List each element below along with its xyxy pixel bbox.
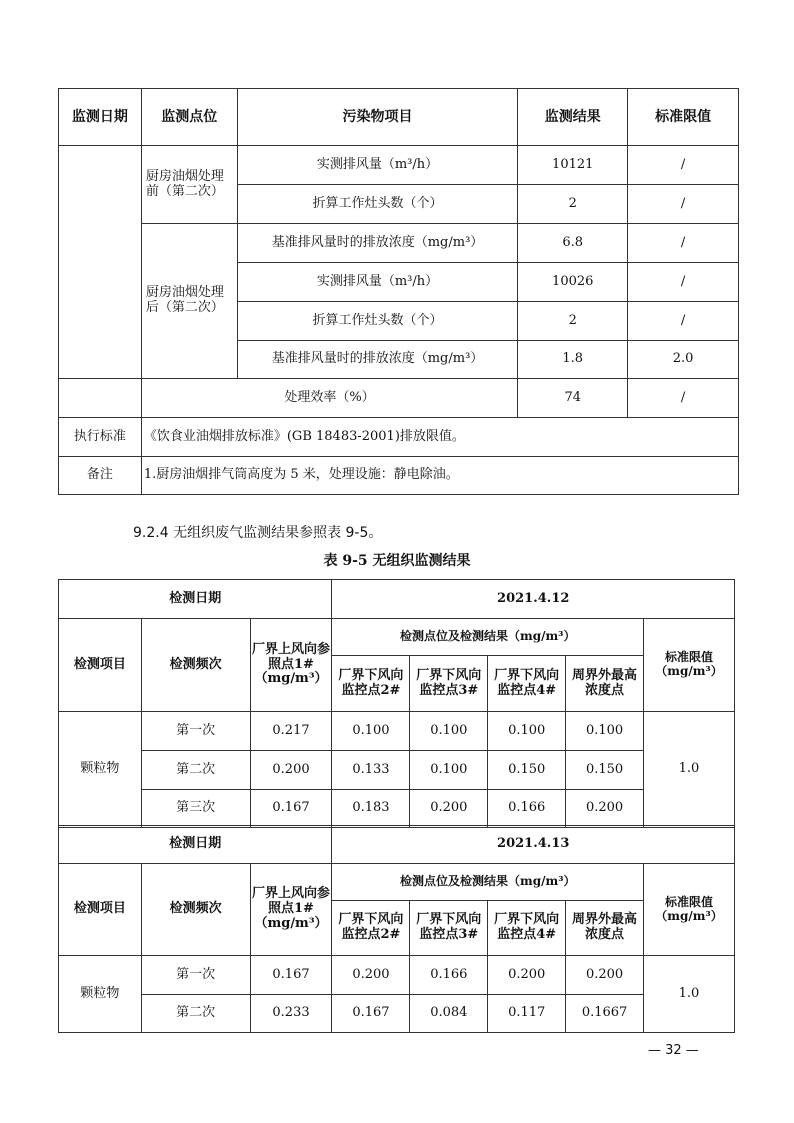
- standard-label: 执行标准: [59, 418, 142, 457]
- limit-cell: /: [628, 302, 739, 341]
- note-label: 备注: [59, 457, 142, 495]
- value-cell: 0.100: [410, 712, 488, 751]
- result-cell: 6.8: [518, 224, 628, 263]
- date-label: 检测日期: [59, 580, 332, 619]
- value-cell: 0.150: [488, 751, 566, 790]
- result-cell: 2: [518, 185, 628, 224]
- header-result: 监测结果: [518, 89, 628, 146]
- location-after: 厨房油烟处理后（第二次）: [141, 224, 237, 379]
- limit-cell: /: [628, 146, 739, 185]
- ref-point-label: 厂界上风向参照点1#（mg/m³）: [250, 864, 332, 956]
- header-limit: 标准限值: [628, 89, 739, 146]
- header-item: 污染物项目: [237, 89, 518, 146]
- ref-point-label: 厂界上风向参照点1#（mg/m³）: [250, 619, 332, 712]
- limit-cell: 2.0: [628, 341, 739, 379]
- point-header: 厂界下风向监控点2#: [332, 901, 410, 956]
- point-header: 厂界下风向监控点3#: [410, 901, 488, 956]
- value-cell: 0.167: [250, 790, 332, 828]
- value-cell: 0.200: [488, 956, 566, 995]
- freq-cell: 第一次: [141, 956, 250, 995]
- value-cell: 0.100: [410, 751, 488, 790]
- value-cell: 0.233: [250, 995, 332, 1033]
- points-label: 检测点位及检测结果（mg/m³）: [332, 864, 644, 901]
- date-cell: [59, 146, 142, 379]
- point-header: 厂界下风向监控点3#: [410, 656, 488, 712]
- limit-cell: /: [628, 224, 739, 263]
- pollutant-cell: 颗粒物: [59, 956, 142, 1033]
- item-cell: 折算工作灶头数（个）: [237, 185, 518, 224]
- item-label: 检测项目: [59, 864, 142, 956]
- value-cell: 0.166: [410, 956, 488, 995]
- date-cell-continued: [59, 379, 142, 418]
- freq-cell: 第一次: [141, 712, 250, 751]
- standard-text: 《饮食业油烟排放标准》(GB 18483-2001)排放限值。: [141, 418, 738, 457]
- location-before: 厨房油烟处理前（第二次）: [141, 146, 237, 224]
- value-cell: 0.117: [488, 995, 566, 1033]
- efficiency-label: 处理效率（%）: [141, 379, 517, 418]
- freq-cell: 第二次: [141, 751, 250, 790]
- freq-label: 检测频次: [141, 619, 250, 712]
- result-cell: 10121: [518, 146, 628, 185]
- point-header: 厂界下风向监控点4#: [488, 656, 566, 712]
- result-cell: 1.8: [518, 341, 628, 379]
- efficiency-limit: /: [628, 379, 739, 418]
- item-cell: 基准排风量时的排放浓度（mg/m³）: [237, 341, 518, 379]
- value-cell: 0.200: [410, 790, 488, 828]
- date-value: 2021.4.12: [332, 580, 735, 619]
- point-header: 厂界下风向监控点2#: [332, 656, 410, 712]
- freq-cell: 第二次: [141, 995, 250, 1033]
- date-label: 检测日期: [59, 826, 332, 864]
- limit-cell: 1.0: [643, 712, 734, 828]
- value-cell: 0.133: [332, 751, 410, 790]
- section-text: 9.2.4 无组织废气监测结果参照表 9-5。: [133, 525, 383, 541]
- point-header: 厂界下风向监控点4#: [488, 901, 566, 956]
- value-cell: 0.100: [488, 712, 566, 751]
- point-header: 周界外最高浓度点: [566, 901, 644, 956]
- limit-cell: /: [628, 185, 739, 224]
- page-number: — 32 —: [648, 1043, 699, 1058]
- result-cell: 10026: [518, 263, 628, 302]
- fugitive-table-block-2: [58, 825, 735, 1033]
- point-header: 周界外最高浓度点: [566, 656, 644, 712]
- header-date: 监测日期: [59, 89, 142, 146]
- value-cell: 0.084: [410, 995, 488, 1033]
- value-cell: 0.167: [250, 956, 332, 995]
- value-cell: 0.200: [566, 790, 644, 828]
- efficiency-result: 74: [518, 379, 628, 418]
- pollutant-cell: 颗粒物: [59, 712, 142, 828]
- item-cell: 折算工作灶头数（个）: [237, 302, 518, 341]
- value-cell: 0.200: [332, 956, 410, 995]
- kitchen-fume-table: [58, 88, 739, 495]
- points-label: 检测点位及检测结果（mg/m³）: [332, 619, 644, 656]
- item-cell: 实测排风量（m³/h）: [237, 146, 518, 185]
- limit-cell: /: [628, 263, 739, 302]
- item-cell: 基准排风量时的排放浓度（mg/m³）: [237, 224, 518, 263]
- freq-cell: 第三次: [141, 790, 250, 828]
- value-cell: 0.100: [332, 712, 410, 751]
- fugitive-table-block-1: [58, 579, 735, 828]
- value-cell: 0.150: [566, 751, 644, 790]
- result-cell: 2: [518, 302, 628, 341]
- limit-label: 标准限值（mg/m³）: [643, 619, 734, 712]
- table-caption: 表 9-5 无组织监测结果: [323, 553, 471, 569]
- value-cell: 0.200: [566, 956, 644, 995]
- limit-label: 标准限值（mg/m³）: [644, 864, 735, 956]
- value-cell: 0.167: [332, 995, 410, 1033]
- item-label: 检测项目: [59, 619, 142, 712]
- item-cell: 实测排风量（m³/h）: [237, 263, 518, 302]
- value-cell: 0.166: [488, 790, 566, 828]
- date-value: 2021.4.13: [332, 826, 735, 864]
- limit-cell: 1.0: [644, 956, 735, 1033]
- value-cell: 0.100: [566, 712, 644, 751]
- value-cell: 0.217: [250, 712, 332, 751]
- freq-label: 检测频次: [141, 864, 250, 956]
- value-cell: 0.1667: [566, 995, 644, 1033]
- note-text: 1.厨房油烟排气筒高度为 5 米，处理设施：静电除油。: [141, 457, 738, 495]
- value-cell: 0.200: [250, 751, 332, 790]
- header-location: 监测点位: [141, 89, 237, 146]
- value-cell: 0.183: [332, 790, 410, 828]
